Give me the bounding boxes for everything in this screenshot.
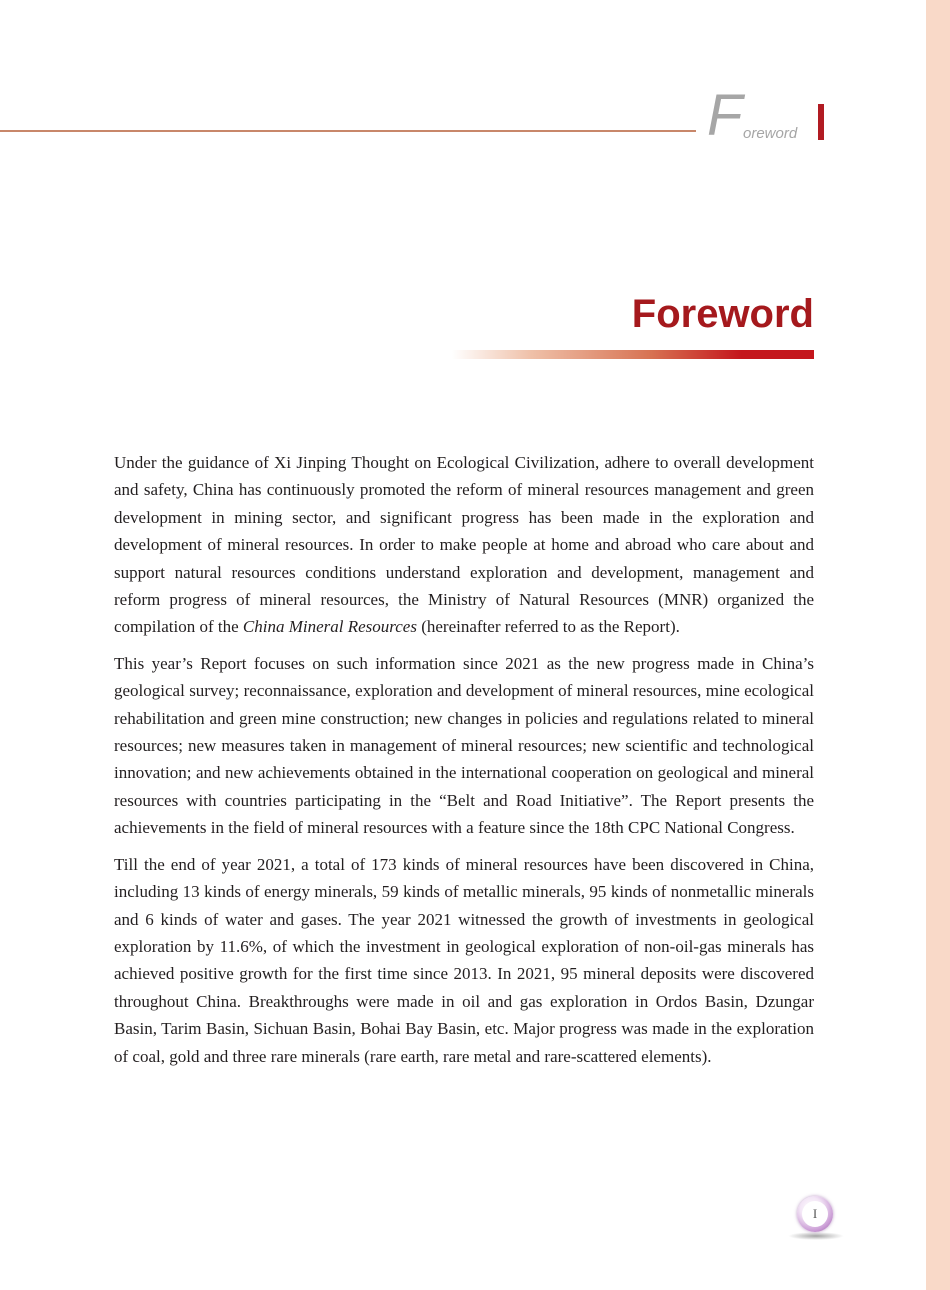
header-rule [0,130,696,132]
title-underline [452,350,814,359]
paragraph-1-text-end: (hereinafter referred to as the Report). [416,617,680,637]
running-header [707,83,811,148]
paragraph-3: Till the end of year 2021, a total of 173 kinds of mineral resources have been discovered in China, including 13 kinds of energy minerals, 59 kinds of metallic minerals, 95 kinds of nonmetallic minerals and 6 kinds of water and gases. The year 2021 witnessed the growth of investments in geological exploration by 11.6%, of which the investment in geological exploration of non-oil-gas minerals has achieved positive growth for the first time since 2013. In 2021, 95 mineral deposits were discovered throughout China. Breakthroughs were made in oil and gas exploration in Ordos Basin, Dzungar Basin, Tarim Basin, Sichuan Basin, Bohai Bay Basin, etc. Major progress was made in the exploration of coal, gold and three rare minerals (rare earth, rare metal and rare-scattered elements). [114,854,814,1066]
page-number: I [802,1201,828,1227]
side-color-band [926,0,950,1290]
page-title: Foreword [631,292,814,336]
header-accent-bar [818,104,824,140]
running-header-initial: F [707,83,743,148]
running-header-rest: oreword [743,125,798,142]
paragraph-1 [114,449,814,641]
report-title-italic: China Mineral Resources [242,617,417,637]
page-badge-shadow [788,1232,844,1240]
paragraph-2: This year’s Report focuses on such information since 2021 as the new progress made in China’s geological survey; reconnaissance, exploration and development of mineral resources, mine ecological rehabilitation and green mine construction; new changes in policies and regulations related to mineral resources; new measures taken in management of mineral resources; new scientific and technological innovation; and new achievements obtained in the international cooperation on geological and mineral resources with countries participating in the “Belt and Road Initiative”. The Report presents the achievements in the field of mineral resources with a feature since the 18th CPC National Congress. [114,653,814,838]
body-text [114,449,814,1079]
paragraph-1-text-start: Under the guidance of Xi Jinping Thought on Ecological Civilization, adhere to overall development and safety, China has continuously promoted the reform of mineral resources management and green development in mining sector, and significant progress has been made in the exploration and development of mineral resources. In order to make people at home and abroad who care about and support natural resources conditions understand exploration and development, management and reform progress of mineral resources, the Ministry of Natural Resources (MNR) organized the compilation of the [114,453,814,637]
page-number-badge [797,1196,833,1232]
